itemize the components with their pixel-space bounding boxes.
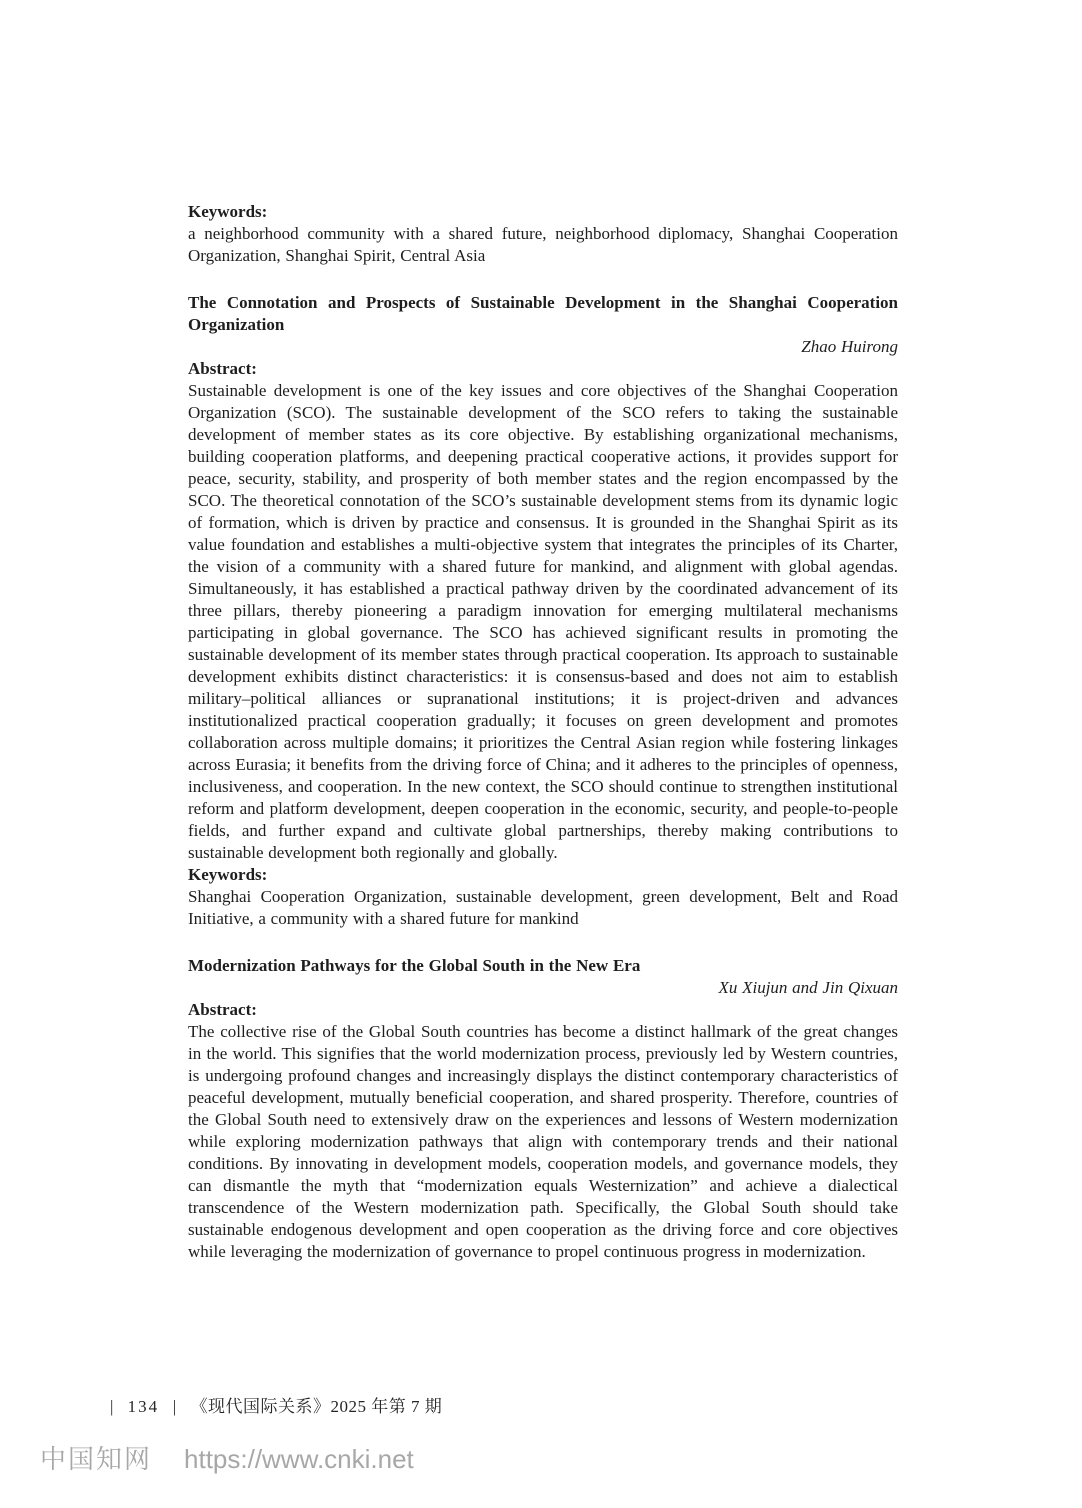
author-name: Zhao Huirong — [801, 337, 898, 356]
abstract-label: Abstract: — [188, 359, 257, 378]
author-name: Xu Xiujun and Jin Qixuan — [718, 978, 898, 997]
keywords-text: Shanghai Cooperation Organization, sustainable development, green development, Belt and Road Initiative, a community with a shared future for mankind — [188, 887, 898, 928]
footer-divider: | — [110, 1397, 114, 1416]
footer-divider: | — [172, 1397, 177, 1416]
cnki-watermark — [40, 1444, 414, 1474]
abstract-text: The collective rise of the Global South countries has become a distinct hallmark of the great changes in the world. This signifies that the world modernization process, previously led by Western countries, is undergoing profound changes and increasingly displays the distinct contemporary characteristics of peaceful development, mutually beneficial cooperation, and shared prosperity. Therefore, countries of the Global South need to extensively draw on the experiences and lessons of Western modernization while exploring modernization pathways that align with contemporary trends and their national conditions. By innovating in development models, cooperation models, and governance models, they can dismantle the myth that “modernization equals Westernization” and achieve a dialectical transcendence of the Western modernization path. Specifically, the Global South should take sustainable endogenous development and open cooperation as the driving force and core objectives while leveraging the modernization of governance to propel continuous progress in modernization. — [188, 1022, 898, 1261]
article-global-south-abstract-block — [188, 955, 898, 1263]
cnki-url-text: https://www.cnki.net — [184, 1444, 414, 1474]
article-title: The Connotation and Prospects of Sustainable Development in the Shanghai Cooperation Organization — [188, 293, 898, 334]
journal-issue-info: 《现代国际关系》2025 年第 7 期 — [190, 1397, 443, 1416]
page-footer — [110, 1396, 442, 1418]
cnki-brand-text: 中国知网 — [40, 1444, 153, 1474]
article-sco-abstract-block — [188, 292, 898, 930]
page-content-column — [188, 201, 898, 1263]
prev-article-keywords-block — [188, 201, 898, 267]
article-title: Modernization Pathways for the Global South in the New Era — [188, 956, 641, 975]
keywords-label: Keywords: — [188, 202, 268, 221]
keywords-label: Keywords: — [188, 865, 268, 884]
keywords-text: a neighborhood community with a shared future, neighborhood diplomacy, Shanghai Cooperation Organization, Shanghai Spirit, Central Asia — [188, 224, 898, 265]
abstract-text: Sustainable development is one of the key issues and core objectives of the Shanghai Cooperation Organization (SCO). The sustainable development of the SCO refers to taking the sustainable development of member states as its core objective. By establishing organizational mechanisms, building cooperation platforms, and deepening practical cooperative actions, it provides support for peace, security, stability, and prosperity of both member states and the region encompassed by the SCO. The theoretical connotation of the SCO’s sustainable development stems from its dynamic logic of formation, which is driven by practice and consensus. It is grounded in the Shanghai Spirit as its value foundation and establishes a multi-objective system that integrates the principles of its Charter, the vision of a community with a shared future for mankind, and alignment with global agendas. Simultaneously, it has established a practical pathway driven by the coordinated advancement of its three pillars, thereby pioneering a paradigm innovation for emerging multilateral mechanisms participating in global governance. The SCO has achieved significant results in promoting the sustainable development of its member states through practical cooperation. Its approach to sustainable development exhibits distinct characteristics: it is consensus-based and does not aim to establish military–political alliances or supranational institutions; it is project-driven and advances institutionalized practical cooperation gradually; it focuses on green development and promotes collaboration across multiple domains; it prioritizes the Central Asian region while fostering linkages across Eurasia; it benefits from the driving force of China; and it adheres to the principles of openness, inclusiveness, and cooperation. In the new context, the SCO should continue to strengthen institutional reform and platform development, deepen cooperation in the economic, security, and people-to-people fields, and further expand and cultivate global partnerships, thereby making contributions to sustainable development both regionally and globally. — [188, 381, 898, 862]
page-number: 134 — [127, 1397, 160, 1416]
abstract-label: Abstract: — [188, 1000, 257, 1019]
